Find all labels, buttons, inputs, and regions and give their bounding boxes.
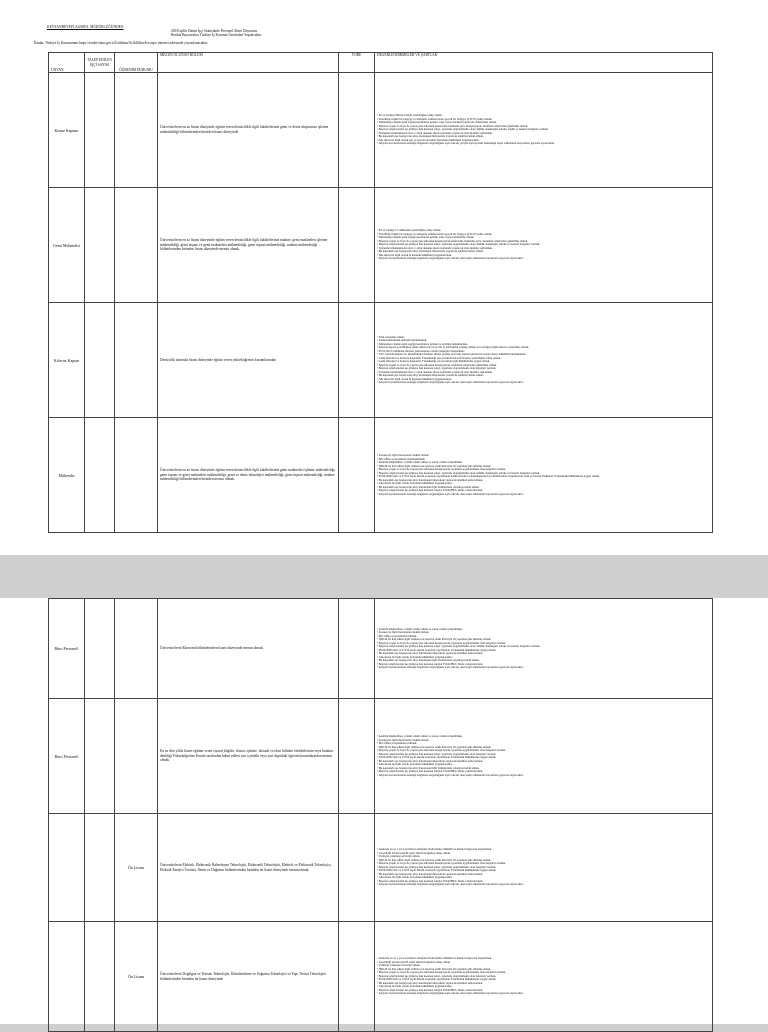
cell-bolum: Üniversitelerin Ekonomi bölümlerinden lisans düzeyinde mezun olmak. xyxy=(158,599,339,699)
requirement-item: • Gün süresi ile ilgili olarak İş Kanunu hükümleri uygulanacaktır. xyxy=(377,654,453,659)
requirement-item: • Bu kapsamda işe başlayacak aday Kuruluşun bünyesinde yapılacak işlemleri kabul etmek. xyxy=(377,980,484,985)
announcement-title xyxy=(171,29,262,38)
col-egitim-header: ÖĞRENİM DURUMU xyxy=(115,53,158,73)
cell-kosul xyxy=(375,599,713,699)
cell-yore xyxy=(339,599,375,699)
cell-kosul xyxy=(375,188,713,303)
requirement-item: • Adaylar başvurularında sunduğu belgelerin doğruluğunu teyit edecek; aksi tespit edilenlerin başvuruları geçersiz sayılacaktır. xyxy=(377,665,524,669)
cell-bolum: Üniversitelerin en az lisans düzeyinde eğitim veren denizcilikle ilgili fakültelerinin gemi makineleri işletme mühendisliği, gemi inşaatı ve gemi makineleri mühendisliği, gemi ve deniz teknolojisi mühendisliği, gemi inşaatı mühendisliği, makine mühendisliği bölümlerinden birinden mezun olmak. xyxy=(158,418,339,533)
cell-talep xyxy=(85,73,115,188)
requirement-item: • Gün süresi ile ilgili olarak İş Kanunu hükümleri uygulanacaktır. xyxy=(377,875,453,880)
requirement-item: • Başvuru adaylarından işe girmeye hak kazanan adaylar İSTANBUL ilinde çalıştırılacaktır. xyxy=(377,769,484,773)
cell-unvan: Kimse Kaptanı xyxy=(49,73,85,188)
cell-unvan xyxy=(49,922,85,1032)
requirement-item: • Başvuru yapan ve boyu ile yaşına göre kilosunu beden kitle indeksine göre hesaplayarak, isteklerin adaylardan giderilmiş olmak. xyxy=(377,123,528,128)
requirement-item: • Dinlenmeye ilişkin gemi sağlığı kurallarına uymak, aday sayısı belirlenmiş olmak. xyxy=(377,235,475,240)
requirement-item: • Bu kapsamda işe başlayacak aday, Kuruluşun bünyesinde yapılacak işlemleri kabul etmek. xyxy=(377,373,484,377)
requirement-item: • İşin süresi ile ilgili olarak İş Kanunu hükümleri uygulanacaktır. xyxy=(377,252,453,257)
requirement-item: • 09.06.2009 tarih ve 27254 sayılı Resmi Gazetede yayımlanan Yönetmelik hükümlerine uygun olmak. xyxy=(377,868,497,873)
requirement-item: • Başvuru adaylarından işe girmeye hak kazanan adaylar İSTANBUL ilinde çalıştırılacaktır. xyxy=(377,878,484,883)
requirement-item: • Gün süresi ile ilgili olarak İş Kanunu hükümleri uygulanacaktır. xyxy=(377,481,453,485)
cell-kosul xyxy=(375,814,713,922)
cell-unvan: Gemi Mühendisi xyxy=(49,188,85,303)
requirement-item: • Gün süresi ile ilgili olarak İş Kanunu hükümleri uygulanacaktır. xyxy=(377,984,453,989)
requirement-item: • Vardiyalı çalışmaya elverişli olmak. xyxy=(377,963,421,968)
requirement-item: • İŞKUR ile ilan edilen ilgili tarihten son başvuru tarihi itibarıyla 36 yaşından gün almamış olmak. xyxy=(377,637,492,641)
requirement-item: • Başvuru adaylarından işe girmeye hak kazanan adaylar İSTANBUL ilinde çalıştırılacaktır. xyxy=(377,987,484,992)
table-row xyxy=(49,814,713,922)
requirement-item: • En az Uzakyol 2. Mühendis yeterliliğine sahip olmak. xyxy=(377,228,442,233)
requirement-item: • Başvuru adaylarından işe girmeye hak kazanan adayı, işyerinde uygulanmakta olan belgeleri vermek. xyxy=(377,751,497,756)
table-row xyxy=(49,303,713,418)
requirement-item: • Başvuru yapan ve boyu ile yaşına göre kilosunu hesaplayarak beden kitle indeksine göre, isteklerin adaylardan giderilmiş olmak. xyxy=(377,238,528,243)
requirement-item: • 09.06.2009 tarih ve 27254 sayılı Resmi Gazetede yayımlanan Yönetmelik hükümlerine uygun olmak. xyxy=(377,977,497,982)
requirement-item: • Analitik düşünebilen, çözüm odaklı olmak ve sonuç odaklı çalışabilmek. xyxy=(377,734,463,738)
requirement-item: • MS Office programlarını bilmek. xyxy=(377,633,418,638)
cell-kosul xyxy=(375,699,713,814)
requirement-item: • 09.06.2009 tarih ve 27254 sayılı Resmi Gazetede yayımlanan Kamu Kurum ve Kuruluşlarına İşçi Alınmasında Uygulanacak Usul ve Esaslar Hakkında Yönetmelik hükümlerine uygun olmak. xyxy=(377,474,600,478)
col-unvan-header: ÜNVAN xyxy=(49,53,85,73)
requirement-item: • Dinlenmeye ilişkin gemi sağlığı kurallarına uymak ve ayrılmış bulunmamak. xyxy=(377,341,468,346)
table-header-row xyxy=(49,53,713,73)
cell-unvan: Kılavuz Kaptan xyxy=(49,303,85,418)
requirement-item: • Gün süresi ile ilgili olarak İş Kanunu hükümleri uygulanacaktır. xyxy=(377,762,453,766)
cell-bolum: Üniversitelerin Doğalgaz ve Tesisatı Teknolojisi, İklimlendirme ve Soğutma Teknolojisi ve Yapı Tesisat Teknolojisi bölümlerinden birinden ön lisans düzeyinde xyxy=(158,922,339,1032)
requirement-item: • 09.06.2009 tarih ve 27254 sayılı Resmi Gazetede yayımlanan Yönetmelik hükümlerine uygun olmak. xyxy=(377,647,497,652)
requirement-item: • Bu kapsamda işe başlayacak aday, Kuruluşun bünyesinde yapılacak işlemleri kabul etmek. xyxy=(377,249,484,254)
requirement-item: • Gemi İdareleri ve Kılavuz Kaptanlar Yönetmeliği çerçevesinde ilgili hükümlerine uygun olmak. xyxy=(377,359,490,363)
cell-yore xyxy=(339,73,375,188)
cell-unvan xyxy=(49,814,85,922)
cell-bolum: Üniversitelerin en az lisans düzeyinde eğitim veren denizcilikle ilgili fakültelerinin makine, gemi makineleri işletme mühendisliği, gemi inşaatı ve gemi makineleri mühendisliği, gemi inşaatı mühendisliği, makine mühendisliği bölümlerinden birinden lisans düzeyinde mezun olmak. xyxy=(158,188,339,303)
requirement-item: • Başvuru yapan ve boyu ile yaşına göre kilosunu hesaplayarak, işyerinde uygulanmakta olan belgeleri vermek. xyxy=(377,861,506,866)
requirement-item: • Başvuru adaylarından işe girmeye hak kazanan adayı, işyerinde uygulanmakta olan; kimlik, ikametgah, sabıka ve benzeri belgeleri vermek. xyxy=(377,242,541,247)
requirement-item: • Başvuru adaylarından işe girmeye hak kazanan adayı, işyerinde uygulanmakta olan belgeleri vermek. xyxy=(377,864,497,869)
requirement-item: • Sözleşme imzalanmadan önce 1 aylık deneme süresi içerisinde yapılacak olan işlemler sağlanmak. xyxy=(377,245,493,250)
requirement-item: • Başvuru adaylarından işe girmeye hak kazanan adayı, işyerinde uygulanmakta olan belgeleri vermek. xyxy=(377,366,497,370)
col-yore-header: YÖRE xyxy=(339,53,375,73)
requirement-item: • Başvuru yapan ve boyu ile yaşına göre kilosunu hesaplayarak, işyerinde uygulanmakta olan belgeleri vermek. xyxy=(377,640,506,645)
requirement-item: • Başvuru adaylarından işe girmeye hak kazanan adayı, işyerinde uygulanmakta olan; kimlik, ikametgah, sabıka ve benzeri belgeleri vermek. xyxy=(377,470,541,475)
requirement-item: • Bu kapsamda işe başlayacak aday, Kuruluşun bünyesinde yapılacak işlemleri kabul etmek. xyxy=(377,134,484,139)
cell-egitim: Ön Lisans xyxy=(115,922,158,1032)
requirement-item: • Adaylar başvurularında sunduğu belgelerin doğruluğunu teyit edecek; gerçek dışı beyanda bulunduğu tespit edilenlerin başvuruları geçersiz sayılacaktır. xyxy=(377,141,555,146)
requirement-item: • Adaylar başvurularında sunduğu belgelerin doğruluğunu teyit edecek; aksi tespit edilenlerin başvuruları geçersiz sayılacaktır. xyxy=(377,991,524,996)
cell-talep xyxy=(85,599,115,699)
table-row xyxy=(49,188,713,303)
requirement-item: • Geçerliliği devam eden B sınıfı sürücü belgesine sahip olmak. xyxy=(377,850,451,855)
cell-unvan: Mühendis xyxy=(49,418,85,533)
requirement-item: • Konusu ile ilgili mevzuatlara hakim olmak. xyxy=(377,453,429,457)
cell-talep xyxy=(85,814,115,922)
requirement-item: • Yeterliliğe ilişkin bir belgeye ve sözleşme tarihine kadar geçerli bir belgeye (STCW) sahip olmak. xyxy=(377,231,493,236)
requirement-item: • Konusu ile ilgili mevzuatlara hakim olmak. xyxy=(377,630,429,634)
cell-egitim xyxy=(115,73,158,188)
cell-bolum: Denizcilik alanında lisans düzeyinde eğitim veren yükseköğretim kurumlarından xyxy=(158,303,339,418)
requirement-item: • İŞKUR ile ilan edilen ilgili tarihten son başvuru tarihi itibarıyla 36 yaşından gün almamış olmak. xyxy=(377,744,492,749)
cell-yore xyxy=(339,814,375,922)
requirement-item: • Analitik düşünebilen, çözüm odaklı olmak ve sonuç odaklı çalışabilmek. xyxy=(377,626,463,631)
requirement-item: • Türk vatandaşı olmak. xyxy=(377,334,405,339)
requirement-item: • Konusu ile ilgili mevzuatlara hakim olmak. xyxy=(377,737,429,742)
requirement-item: • Adaylar başvurularında sunduğu belgelerin doğruluğunu teyit edecek; aksi tespit edilenlerin başvuruları geçersiz sayılacaktır. xyxy=(377,772,524,777)
requirement-item: • Başvuru yapan ve boyu ile yaşına göre kilosunu hesaplayarak, isteklerin adaylardan giderilmiş olmak. xyxy=(377,362,497,367)
requirement-item: • Gemi İdareleri ve Kılavuz Kaptanlar Yönetmeliği çerçevesinde Kılavuz Kaptan yeterliliğine sahip olmak. xyxy=(377,355,501,360)
col-bolum-header: MEZUN OLUNAN BÖLÜM xyxy=(158,53,339,73)
requirement-item: • Başvuru yapan ve boyu ile yaşına göre kilosunu hesaplayarak, işyerinde uygulanmakta olan belgeleri vermek. xyxy=(377,970,506,975)
requirement-item: • Adaylar başvurularında sunduğu belgelerin doğruluğunu teyit edecek; aksi tespit edilenlerin başvuruları geçersiz sayılacaktır. xyxy=(377,380,524,384)
requirement-item: • MS Office programlarını kullanabilmek. xyxy=(377,456,426,461)
cell-yore xyxy=(339,418,375,533)
requirement-item: • Başvuru adaylarından işe girmeye hak kazanan adaylar İSTANBUL ilinde çalıştırılacaktır. xyxy=(377,661,484,666)
requirement-item: • İŞKUR ile ilan edilen ilgili tarihten son başvuru tarihi itibarıyla 36 yaşından gün almamış olmak. xyxy=(377,857,492,862)
requirement-item: • İŞKUR ile ilan edilen ilgili tarihten son başvuru tarihi itibarıyla 36 yaşından gün almamış olmak. xyxy=(377,463,492,468)
requirement-item: • Kamu haklarından mahrum bulunmamak. xyxy=(377,338,428,342)
cell-talep xyxy=(85,303,115,418)
requirement-item: • Bu kapsamda işe başlayacak aday Kuruluşun bünyesinde yapılacak işlemleri kabul etmek. xyxy=(377,477,484,482)
requirement-item: • Yeterliliğe ilişkin bir belgeye ve sözleşme tarihine kadar geçerli bir belgeye (STCW) sahip olmak. xyxy=(377,116,493,121)
cell-yore xyxy=(339,188,375,303)
requirement-item: • Vardiyalı çalışmaya elverişli olmak. xyxy=(377,854,421,859)
requirement-item: • Geçerliliği devam eden B sınıfı sürücü belgesine sahip olmak. xyxy=(377,959,451,964)
cell-kosul xyxy=(375,922,713,1032)
cell-yore xyxy=(339,699,375,814)
requirement-item: • Analitik düşünebilen, çözüm odaklı olmak ve sonuç odaklı çalışabilmek. xyxy=(377,460,463,464)
requirement-item: • MS Office programlarını bilmek. xyxy=(377,741,418,745)
cell-egitim xyxy=(115,599,158,699)
requirement-item: • Başvuru adaylarından işe girmeye hak kazanan adayı, işyerinde uygulanmakta olan belgeleri vermek. xyxy=(377,973,497,978)
cell-yore xyxy=(339,922,375,1032)
requirement-item: • Başvuru adaylarından işe girmeye hak kazanan adayı, işyerinde uygulanmakta olan; kimlik, ikametgah, sabıka, sağlık ve benzeri belgeleri vermek. xyxy=(377,127,549,132)
requirement-item: • Bu kapsamda işe başlayacak aday Kuruluşun ilgili birimlerinde çalışmayı kabul etmek. xyxy=(377,658,480,662)
requirement-item: • Bu kapsamda işe başlayacak aday Kuruluşun ilgili birimlerinde çalışmayı kabul etmek. xyxy=(377,484,480,489)
cell-talep xyxy=(85,418,115,533)
requirement-item: • İşin süresi ile ilgili olarak işçi ve işveren arasında İş Kanunu hükümleri uygulanacaktır. xyxy=(377,137,480,142)
requirement-item: • En az Uzakyol Birinci Zabiti yeterliliğine sahip olmak. xyxy=(377,113,443,118)
requirement-item: • İŞKUR ile ilan edilen ilgili tarihten son başvuru tarihi itibarıyla 36 yaşından gün almamış olmak. xyxy=(377,966,492,971)
cell-kosul xyxy=(375,418,713,533)
requirement-item: • Bu kapsamda işe başlayacak aday Kuruluşun ilgili birimlerinde çalışmayı kabul etmek. xyxy=(377,765,480,770)
cell-bolum: Üniversitelerin en az lisans düzeyinde eğitim veren denizcilikle ilgili fakültelerinin gemi ve deniz ulaştırması işletme mühendisliği bölümlerinden birinden lisans düzeyinde xyxy=(158,73,339,188)
requirement-item: • 01/01/2021 tarihinden itibaren gemi kaptanı olarak çalıştığını belgelemek. xyxy=(377,348,465,353)
requirement-item: • Adaylar başvurularında sunduğu belgelerin doğruluğunu teyit edecek; aksi tespit edilenlerin başvuruları geçersiz sayılacaktır. xyxy=(377,256,524,261)
requirement-item: • Adaylar başvurularında sunduğu belgelerin doğruluğunu teyit edecek; aksi tespit edilenlerin başvuruları geçersiz sayılacaktır. xyxy=(377,882,524,887)
requirement-item: • Alanında en az 1 yıl iş tecrübesi olduğunu SGK hizmet dökümü ve hizmet belgesi ile belgelemek. xyxy=(377,956,492,961)
announcement-note: İlanlar, Türkiye İş Kurumunun https://esube.iskur.gov.tr/İstihdam/AcikIsIlanAra.aspx internet adresinde yayımlanacaktır. xyxy=(34,41,209,45)
table-row xyxy=(49,73,713,188)
requirement-item: • Başvuru yapan ve boyu ile yaşına göre kilosunu hesaplayarak, işyerinde uygulanmakta olan belgeleri vermek. xyxy=(377,748,506,752)
cell-talep xyxy=(85,188,115,303)
requirement-item: • Bu kapsamda işe başlayacak aday Kuruluşun bünyesinde yapılacak işlemleri kabul etmek. xyxy=(377,871,484,876)
requirement-item: • Başvuru adaylarından işe girmeye hak kazanan adaylar İSTANBUL ilinde çalıştırılacaktır. xyxy=(377,488,484,492)
announcement-line-2: Berdaa Başvuruları Türkiye İş Kurumu Üzerinden Yapılacaktır. xyxy=(171,33,263,38)
requirement-item: • Sözleşme imzalanmadan önce 1 aylık deneme süresi içerisinde yapılacak olan işlemler sağlanmak. xyxy=(377,130,493,135)
cell-egitim xyxy=(115,418,158,533)
table-row xyxy=(49,418,713,533)
cell-kosul xyxy=(375,303,713,418)
table-body-page-2 xyxy=(49,599,713,1032)
table-row xyxy=(49,922,713,1032)
requirement-item: • Kılavuz kaptan yeterliliğine sahip olmak için en az altı ay kılavuzluk yapmış olmak ve bu belgeyi ilgili idarece onaylatmış olmak. xyxy=(377,345,530,349)
col-kosul-header: DEĞERLENDİRMELER VE ŞARTLAR xyxy=(375,53,713,73)
cell-bolum: En az dört yıllık lisans eğitimi veren siyasal bilgiler, iktisat, işletme, iktisadi ve idari bilimler fakültelerinin veya bunlara denkliği Yükseköğretim Kurulu tarafından kabul edilen yurt içindeki veya yurt dışındaki öğretim kurumlarından mezun olmak. xyxy=(158,699,339,814)
requirement-item: • Bu kapsamda işe başlayacak aday Kuruluşun bünyesinde yapılacak işlemleri kabul etmek. xyxy=(377,758,484,763)
cell-egitim: Ön Lisans xyxy=(115,814,158,922)
cell-egitim xyxy=(115,699,158,814)
table-row xyxy=(49,699,713,814)
requirement-item: • Sözleşme imzalanmadan önce 1 aylık deneme süresi içerisinde yapılacak olan işlemler sağlanmak. xyxy=(377,369,493,374)
cell-kosul xyxy=(375,73,713,188)
cell-talep xyxy=(85,922,115,1032)
requirement-item: • İşin süresi ile ilgili olarak İş Kanunu hükümleri uygulanacaktır. xyxy=(377,376,453,381)
col-talep-header: TALEP EDİLEN İŞÇİ SAYISI xyxy=(85,53,115,73)
requirement-item: • Adaylar başvurularında sunduğu belgelerin doğruluğunu teyit edecek; aksi tespit edilenlerin başvuruları geçersiz sayılacaktır. xyxy=(377,491,524,496)
cell-egitim xyxy=(115,188,158,303)
institution-header: KEYSANBEYEFLAGMEA. MÜDÜRLÜĞÜNDEN xyxy=(47,25,124,29)
announcement-line-1: 200 Kişilik Daimi İşçi Statüsünde Personel Alımı Duyurusu xyxy=(171,29,258,33)
requirement-item: • Başvuru yapan ve boyu ile yaşına göre kilosunu hesaplayarak, işyerinde uygulanmakta olan belgeleri vermek. xyxy=(377,467,506,471)
cell-unvan: Büro Personeli xyxy=(49,699,85,814)
table-row xyxy=(49,599,713,699)
requirement-item: • 09.06.2009 tarih ve 27254 sayılı Resmi Gazetede yayımlanan Yönetmelik hükümlerine uygun olmak. xyxy=(377,755,497,759)
cell-egitim xyxy=(115,303,158,418)
requirement-item: • Alanında en az 1 yıl iş tecrübesi olduğunu SGK hizmet dökümü ve hizmet belgesi ile belgelemek. xyxy=(377,847,492,852)
requirement-item: • Başvuru adaylarından işe girmeye hak kazanan adayı, işyerinde uygulanmakta olan; kimlik, ikametgah, sabıka ve benzeri belgeleri vermek. xyxy=(377,644,541,648)
cell-talep xyxy=(85,699,115,814)
positions-table-page-1 xyxy=(48,52,713,533)
cell-unvan: Büro Personeli xyxy=(49,599,85,699)
requirement-item: • 5237 sayılı Kanunun 53. maddesinde belirtilen süreler geçmiş olsa bile; kasten işlenen bir suçtan dolayı hükümlü bulunmamak. xyxy=(377,352,527,356)
table-body-page-1 xyxy=(49,73,713,533)
cell-bolum: Üniversitelerin Elektrik, Elektronik Haberleşme Teknolojisi, Elektronik Teknolojisi, Elektrik ve Elektronik Teknolojisi, Elektrik Enerjisi Üretimi, İletim ve Dağıtımı bölümlerinden birinden ön lisans düzeyinde mezun olmak. xyxy=(158,814,339,922)
requirement-item: • Dinlenmeye ilişkin gemi sağlığı kurallarına uymak, aday sayısı dördüncü derecede belirlenmiş olmak. xyxy=(377,120,497,125)
requirement-item: • Bu kapsamda işe başlayacak aday Kuruluşun bünyesinde yapılacak işlemleri kabul etmek. xyxy=(377,651,484,655)
positions-table-page-2 xyxy=(48,598,713,1032)
cell-yore xyxy=(339,303,375,418)
